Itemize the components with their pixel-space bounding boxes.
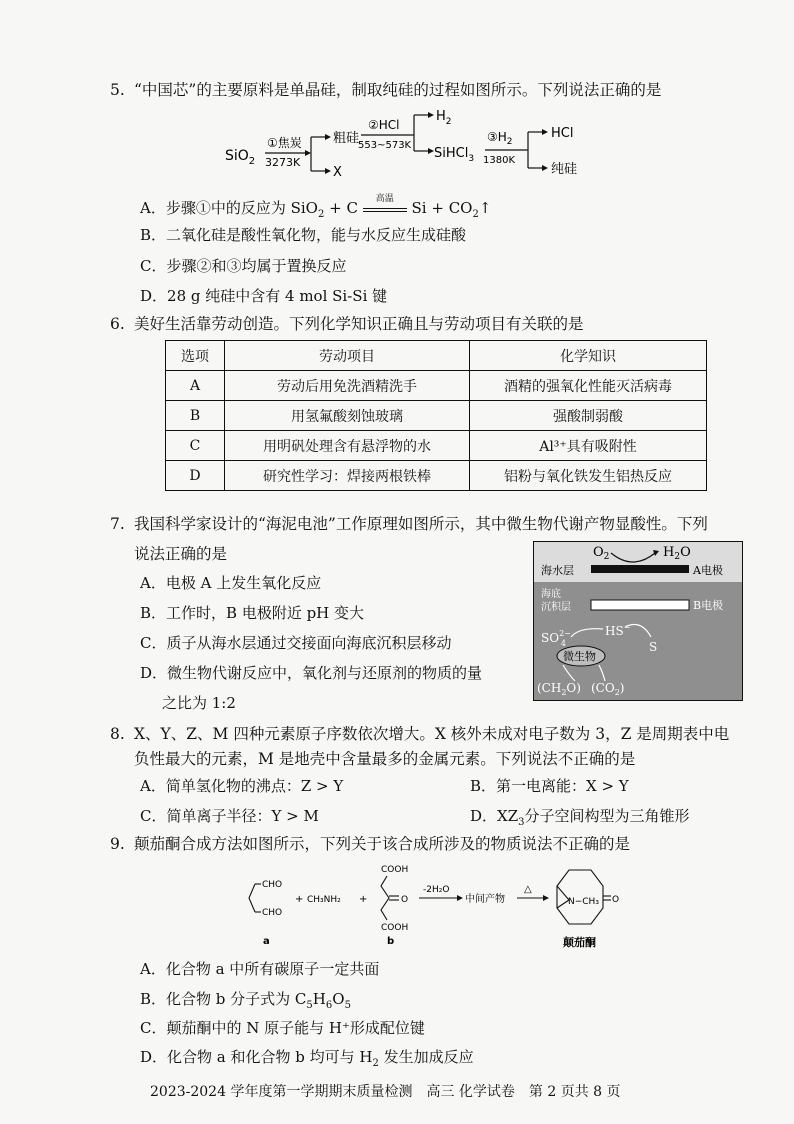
- sulfur-label: S: [649, 640, 658, 654]
- high-temp-equals: 高温: [363, 206, 407, 212]
- q8-option-d: D．$XZ_3$分子空间构型为三角锥形: [470, 807, 690, 828]
- ketone-oxygen-label: O: [612, 895, 620, 905]
- table-cell: 用明矾处理含有悬浮物的水: [225, 431, 470, 461]
- q7-option-a: A．电极 A 上发生氧化反应: [140, 574, 322, 592]
- table-cell: C: [166, 431, 225, 461]
- compound-b-label: b: [387, 936, 395, 947]
- table-cell: 用氢氟酸刻蚀玻璃: [225, 401, 470, 431]
- compound-a-chain: [249, 884, 255, 912]
- q9-option-a: A．化合物 a 中所有碳原子一定共面: [140, 960, 380, 978]
- step2-condition-bottom: 553~573K: [358, 140, 412, 151]
- table-cell: B: [166, 401, 225, 431]
- q7-stem-line2: 说法正确的是: [134, 545, 228, 563]
- table-row: [166, 461, 707, 491]
- step1-arrowhead: [305, 150, 311, 156]
- pure-si-label: 纯硅: [551, 162, 578, 177]
- table-cell: 劳动后用免洗酒精洗手: [225, 371, 470, 401]
- sediment-label-2: 沉积层: [541, 602, 571, 613]
- q7-option-b: B．工作时，B 电极附近 pH 变大: [140, 604, 365, 622]
- sio2-label: SiO$_2$: [225, 148, 256, 167]
- step1-condition-bottom: 3273K: [265, 156, 301, 169]
- q6-number: 6.: [110, 315, 125, 333]
- q8-stem-line2: 负性最大的元素，M 是地壳中含量最多的金属元素。下列说法不正确的是: [134, 750, 636, 768]
- table-cell: D: [166, 461, 225, 491]
- q8-option-a: A．简单氢化物的沸点：Z > Y: [140, 777, 344, 795]
- keto-oxygen-label: O: [401, 895, 409, 905]
- q7-option-d: D．微生物代谢反应中，氧化剂与还原剂的物质的量: [140, 664, 483, 682]
- hs-label: HS−: [605, 623, 631, 638]
- q8-number: 8.: [110, 725, 125, 743]
- q5-stem: [110, 79, 661, 101]
- q5-option-c: C．步骤②和③均属于置换反应: [140, 257, 347, 275]
- step3-condition-bottom: 1380K: [483, 155, 516, 166]
- step3-condition-top: $③H_2$: [487, 130, 513, 147]
- header-cell: 选项: [166, 341, 225, 371]
- q6-table: [165, 340, 707, 491]
- heat-symbol: △: [524, 884, 532, 895]
- electrode-a: [591, 565, 689, 573]
- q5-option-d: D．28 g 纯硅中含有 4 mol Si-Si 键: [140, 287, 388, 305]
- q9-option-d: D．化合物 a 和化合物 b 均可与 $H_2$ 发生加成反应: [140, 1048, 474, 1069]
- table-row: [166, 371, 707, 401]
- q5-number: 5.: [110, 81, 125, 99]
- dehydration-condition: -2H₂O: [423, 885, 450, 895]
- h2o-label: $H_2O$: [663, 545, 691, 562]
- table-cell: 酒精的强氧化性能灭活病毒: [470, 371, 707, 401]
- hcl-label: HCl: [551, 126, 574, 141]
- step1-condition-top: ①焦炭: [267, 136, 302, 150]
- q7-number: 7.: [110, 515, 125, 533]
- q9-number: 9.: [110, 835, 125, 853]
- q7-stem-line1: 7. 我国科学家设计的“海泥电池”工作原理如图所示，其中微生物代谢产物显酸性。下列: [110, 515, 708, 533]
- cho-top-label: CHO: [262, 880, 283, 890]
- sea-layer-label: 海水层: [541, 564, 574, 577]
- q9-stem: [110, 833, 630, 855]
- header-cell: 劳动项目: [225, 341, 470, 371]
- tropinone-label: 颠茄酮: [563, 936, 596, 949]
- table-cell: A: [166, 371, 225, 401]
- n-methyl-label: N−CH₃: [568, 897, 599, 907]
- crude-si-label: 粗硅: [333, 131, 360, 146]
- cooh-top-label: COOH: [381, 865, 409, 875]
- microbe-label: 微生物: [563, 650, 596, 663]
- q6-stem-text: 美好生活靠劳动创造。下列化学知识正确且与劳动项目有关联的是: [134, 315, 584, 333]
- q8-option-b: B．第一电离能：X > Y: [470, 777, 629, 795]
- electrode-b-label: B电极: [693, 599, 724, 612]
- q9-tropinone-synthesis-scheme: [245, 860, 625, 952]
- electrode-a-label: A电极: [693, 564, 723, 577]
- compound-b-chain: [381, 876, 389, 920]
- q8-stem-line1: 8. X、Y、Z、M 四种元素原子序数依次增大。X 核外未成对电子数为 3，Z 是周期表中电: [110, 725, 730, 743]
- header-cell: 化学知识: [470, 341, 707, 371]
- step2-condition-top: ②HCl: [368, 118, 400, 132]
- plus-sign-1: +: [295, 894, 304, 905]
- intermediate-label: 中间产物: [465, 894, 505, 905]
- q7-option-d-cont: 之比为 1:2: [162, 694, 236, 712]
- h2-label: $H_2$: [436, 109, 452, 127]
- q7-option-c: C．质子从海水层通过交接面向海底沉积层移动: [140, 634, 452, 652]
- sulfate-label: $SO^{2-}$ 4: [541, 629, 571, 648]
- q5-si-purification-scheme: [225, 105, 625, 183]
- methylamine-label: CH₃NH₂: [307, 895, 341, 905]
- q5-stem-text: “中国芯”的主要原料是单晶硅，制取纯硅的过程如图所示。下列说法正确的是: [134, 81, 662, 99]
- byproduct-x-label: X: [333, 165, 342, 180]
- cho-bottom-label: CHO: [262, 908, 283, 918]
- electrode-b: [591, 600, 689, 610]
- page-footer: 2023-2024 学年度第一学期期末质量检测 高三 化学试卷 第 2 页共 8 页: [150, 1084, 621, 1100]
- q8-option-c: C．简单离子半径：Y > M: [140, 807, 319, 825]
- q5-option-b: B．二氧化硅是酸性氧化物，能与水反应生成硅酸: [140, 226, 467, 244]
- table-cell: 研究性学习：焊接两根铁棒: [225, 461, 470, 491]
- q5-option-a: A．步骤①中的反应为 SiO$_2$ + C 高温 $Si + CO_2↑$: [140, 194, 492, 220]
- compound-a-label: a: [263, 936, 270, 947]
- table-header-row: [166, 341, 707, 371]
- table-cell: 铝粉与氧化铁发生铝热反应: [470, 461, 707, 491]
- table-cell: 强酸制弱酸: [470, 401, 707, 431]
- q9-stem-text: 颠茄酮合成方法如图所示，下列关于该合成所涉及的物质说法不正确的是: [134, 835, 631, 853]
- q7-sea-mud-battery-diagram: [533, 541, 743, 701]
- q6-stem: [110, 313, 584, 335]
- o2-label: $O_2$: [593, 545, 610, 562]
- q9-option-b: B．化合物 b 分子式为 $C_5H_6O_5$: [140, 990, 351, 1011]
- ch2o-label: $(CH_2O)$: [537, 681, 581, 697]
- sediment-label-1: 海底: [541, 589, 561, 600]
- sihcl3-label: SiHCl$_3$: [434, 146, 475, 164]
- plus-sign-2: +: [359, 894, 368, 905]
- co2-label: $(CO_2)$: [591, 681, 625, 697]
- table-cell: Al³⁺具有吸附性: [470, 431, 707, 461]
- cooh-bottom-label: COOH: [381, 923, 409, 933]
- table-row: [166, 431, 707, 461]
- table-row: [166, 401, 707, 431]
- q9-option-c: C．颠茄酮中的 N 原子能与 H⁺形成配位键: [140, 1019, 425, 1037]
